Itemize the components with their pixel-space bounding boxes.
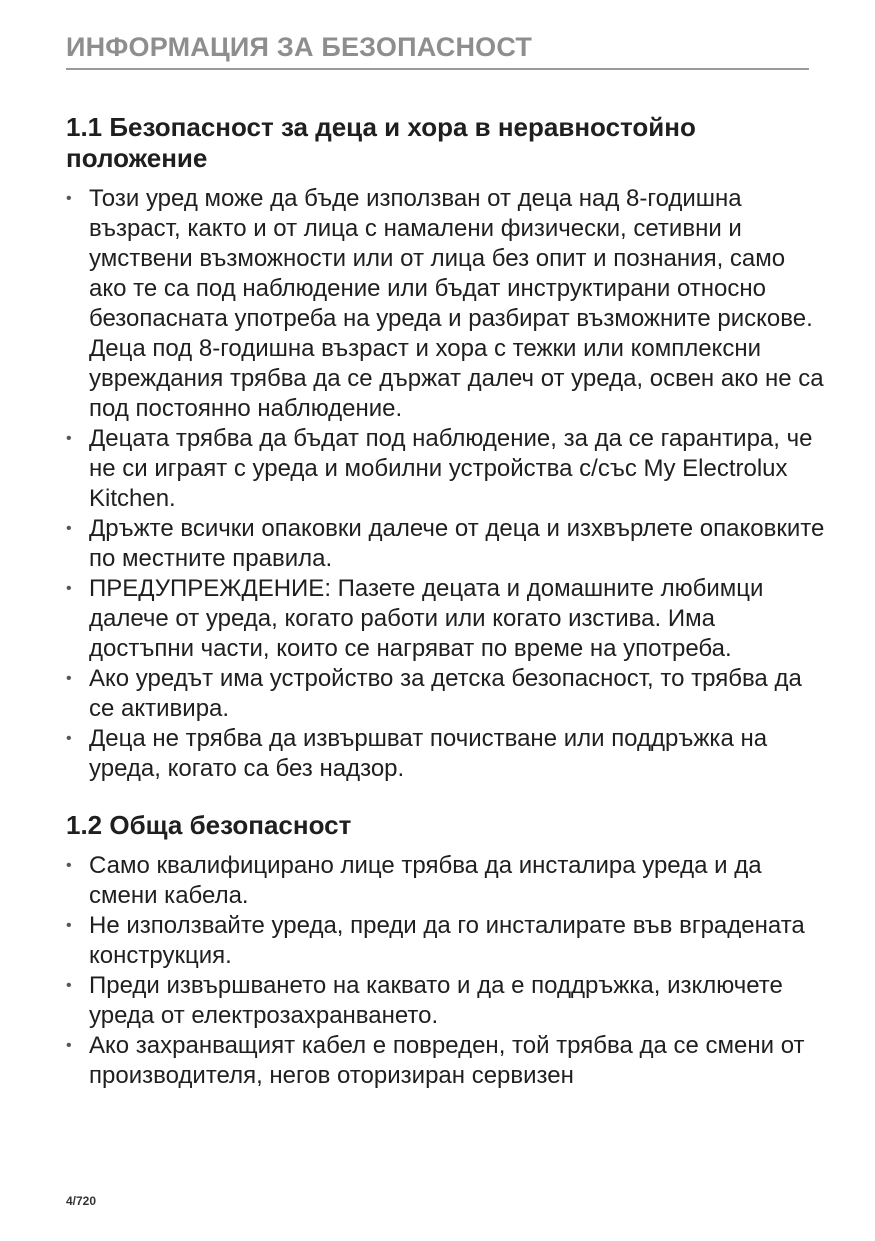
list-item (66, 184, 826, 424)
bullet-icon: • (66, 430, 72, 447)
list-item-text: Преди извършването на каквато и да е поддръжка, изключете уреда от електрозахранването. (89, 972, 783, 1029)
list-item (66, 724, 826, 784)
bullet-icon: • (66, 520, 72, 537)
bullet-icon: • (66, 190, 72, 207)
bullet-list-children-safety (66, 184, 826, 784)
page-header-title: ИНФОРМАЦИЯ ЗА БЕЗОПАСНОСТ (66, 32, 533, 62)
list-item-text: Деца не трябва да извършват почистване или поддръжка на уреда, когато са без надзор. (89, 725, 768, 782)
list-item-text: ПРЕДУПРЕЖДЕНИЕ: Пазете децата и домашните любимци далече от уреда, когато работи или когато изстива. Има достъпни части, които се нагряват по време на употреба. (89, 575, 764, 662)
bullet-icon: • (66, 917, 72, 934)
page-number: 4/720 (66, 1194, 97, 1208)
list-item (66, 574, 826, 664)
list-item-text: Ако захранващият кабел е повреден, той трябва да се смени от производителя, негов оторизиран сервизен (89, 1032, 805, 1089)
list-item (66, 1031, 826, 1091)
list-item (66, 514, 826, 574)
bullet-icon: • (66, 670, 72, 687)
bullet-icon: • (66, 580, 72, 597)
bullet-icon: • (66, 730, 72, 747)
page-header (66, 30, 809, 70)
list-item-text: Дръжте всички опаковки далече от деца и изхвърлете опаковките по местните правила. (89, 515, 825, 572)
bullet-icon: • (66, 857, 72, 874)
list-item-text: Ако уредът има устройство за детска безопасност, то трябва да се активира. (89, 665, 802, 722)
list-item (66, 971, 826, 1031)
list-item (66, 424, 826, 514)
section-heading-children-safety: 1.1 Безопасност за деца и хора в неравностойно положение (66, 112, 696, 173)
bullet-icon: • (66, 1037, 72, 1054)
list-item (66, 664, 826, 724)
section-heading-general-safety: 1.2 Обща безопасност (66, 810, 352, 840)
list-item-text: Децата трябва да бъдат под наблюдение, за да се гарантира, че не си играят с уреда и мобилни устройства с/със My Electrolux Kitchen. (89, 425, 813, 512)
list-item-text: Не използвайте уреда, преди да го инсталирате във вградената конструкция. (89, 912, 805, 969)
list-item (66, 911, 826, 971)
bullet-list-general-safety (66, 851, 826, 1091)
list-item (66, 851, 826, 911)
list-item-text: Само квалифицирано лице трябва да инсталира уреда и да смени кабела. (89, 852, 762, 909)
bullet-icon: • (66, 977, 72, 994)
document-content (66, 112, 826, 1091)
list-item-text: Този уред може да бъде използван от деца над 8-годишна възраст, както и от лица с намалени физически, сетивни и умствени възможности или от лица без опит и познания, само ако те са под наблюдение или бъдат инструктирани относно безопасната употреба на уреда и разбират възможните рискове. Деца под 8-годишна възраст и хора с тежки или комплексни увреждания трябва да се държат далеч от уреда, освен ако не са под постоянно наблюдение. (89, 185, 824, 422)
